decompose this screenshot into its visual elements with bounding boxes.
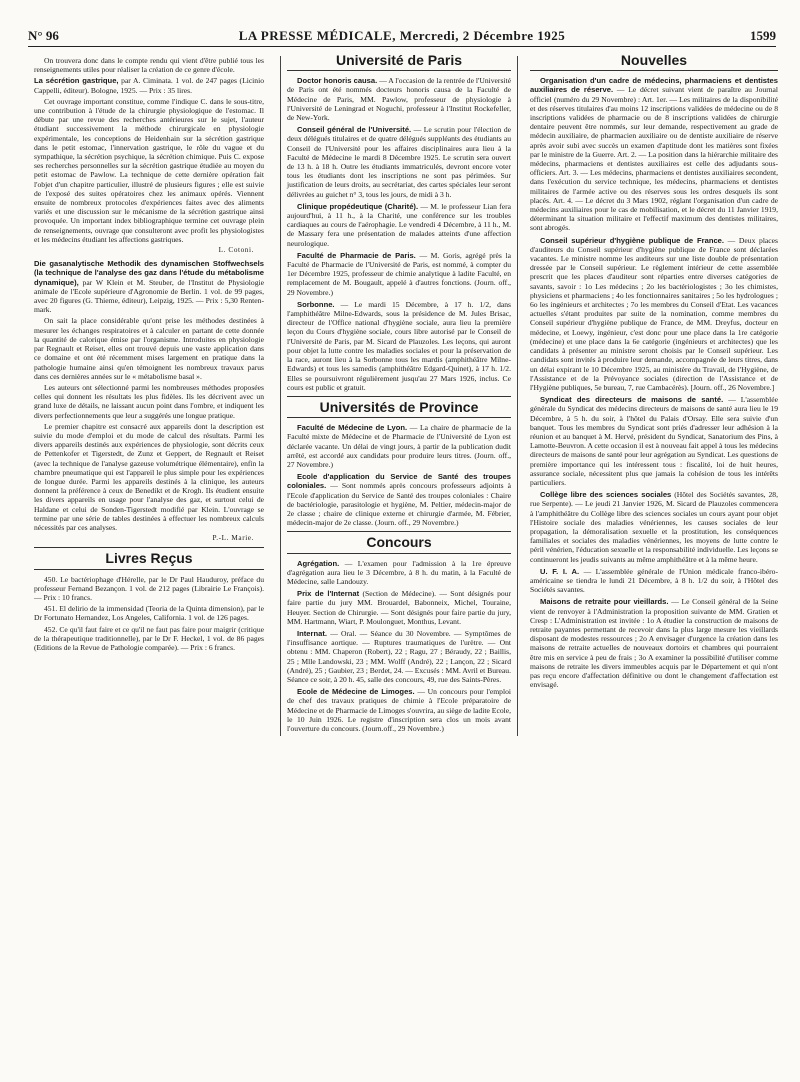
review-body: Les auteurs ont sélectionné parmi les nombreuses méthodes proposées celles qui donnent les résultats les plus fidèles. Ils les décrivent avec un grand luxe de détails, ne laissant aucun point dans l'ombre, et indiquent les divers perfectionnements que leur a suggérés une longue pratique.: [34, 382, 264, 420]
issue-number: N° 96: [28, 28, 59, 43]
news-item: Conseil supérieur d'hygiène publique de France. — Deux places d'auditeurs du Conseil supérieur d'hygiène publique de France sont déclarées vacantes. Le ministre nomme les auditeurs sur une liste double de présentation dressée par le Conseil supérieur. Le règlement intérieur de cette assemblée prescrit que les places d'auditeur sont réparties entre diverses catégories de savants, savoir : 1o Les médecins ; 2o les bactériologistes ; 3o les chimistes, physiciens et pharmaciens ; 4o les fonctionnaires sanitaires ; 5o les hydrologues ; 6o les ingénieurs et architectes ; 7o les membres du Conseil d'Etat. Les vacances actuelles s'étant produites par suite de la nomination, comme membres du Conseil supérieur d'hygiène publique de France, de MM. Dreyfus, docteur en médecine, et Loewy, ingénieur, c'est donc pour une place dans la 1re catégorie (médecine) et une place dans la 6e catégorie (ingénieurs et architectes) que les candidats à présenter au ministre seront choisis par le Conseil supérieur. Les candidats sont invités à produire leur demande, accompagnée de leurs titres, dans un délai expirant le 10 Décembre 1925, au ministère du Travail, de l'Hygiène, de l'Assistance et de la Prévoyance sociales (direction de l'Assistance et de l'Hygiène publiques, 5e bureau, 7, rue Cambacérès). [Journ. off., 26 Novembre.]: [530, 235, 778, 392]
column-left: [34, 56, 264, 654]
book-entry: 452. Ce qu'il faut faire et ce qu'il ne faut pas faire pour maigrir (critique de la thérapeutique traditionnelle), par le Dr F. Heckel, 1 vol. de 86 pages (Editions de la Revue de Pathologie comparée). — Prix : 6 francs.: [34, 624, 264, 652]
page-number: 1599: [750, 28, 776, 43]
page-header: [28, 26, 776, 47]
review-heading: Die gasanalytische Methodik des dynamischen Stoffwechsels (la technique de l'analyse des gaz dans l'étude du métabolisme dynamique), par W Klein et M. Steuber, de l'Institut de Physiologie animale de l'Ecole supérieure d'Agronomie de Berlin. 1 vol. de 99 pages, avec 20 figures (G. Thieme, éditeur), Leipzig, 1925. — Prix : 5,30 Renten-mark.: [34, 259, 264, 315]
intro-paragraph: On trouvera donc dans le compte rendu qui vient d'être publié tous les renseignements utiles pour réaliser la création de ce genre d'école.: [34, 56, 264, 75]
review-body: On sait la place considérable qu'ont prise les méthodes destinées à mesurer les échanges respiratoires et à calculer en partant de cette donnée la quantité de calorique émise par l'organisme. Introduites en physiologie par Regnault et Reiset, elles ont trouvé depuis une vaste application dans ce domaine et ont été récemment mises largement en pratique dans la pathologie humaine ainsi qu'en témoignent les nombreux travaux parus dans ces dernières années sur le « métabolisme basal ».: [34, 316, 264, 381]
news-item: Internat. — Oral. — Séance du 30 Novembre. — Symptômes de l'insuffisance aortique. — Ruptures traumatiques de l'urètre. — Ont obtenu : MM. Chaperon (Robert), 22 ; Ragu, 27 ; Béraudy, 22 ; Baillis, 25 ; Mlle Landowski, 23 ; MM. Wolff (André), 22 ; Lançon, 22 ; Sicard (André), 25 ; Gaubier, 23 ; Berdet, 24. — Excusés : MM. Avril et Bureau. Séance ce soir, à 20 h. 45, salle des concours, 49, rue des Saints-Pères.: [287, 628, 511, 684]
review-body: Cet ouvrage important constitue, comme l'indique C. dans le sous-titre, une contribution à l'étude de la chirurgie physiologique de l'estomac. Il débute par une revue des recherches antérieures sur le sujet, l'auteur étudiant successivement la méthode chirurgicale en physiologie expérimentale, les conceptions de Heidenhain sur la sécrétion gastrique dans le petit estomac, l'innervation gastrique, le rôle du vague et du sympathique, la sécrétion psychique, la sécrétion chimique. Puis C. expose ses recherches personnelles sur la sécrétion gastrique étudiée au moyen du petit estomac de Pawlow. La technique de cette dernière opération fait l'objet d'un chapitre particulier, illustré de plusieurs figures ; elle est suivie de l'exposé des suites opératoires chez les animaux opérés. Viennent ensuite de nombreux protocoles d'expériences faites avec des aliments variés et une discussion sur le mécanisme de la sécrétion gastrique ainsi provoquée. Un important index bibliographique termine cet ouvrage plein de renseignements, ouvrage que consulteront avec profit les physiologistes et les médecins étudiant les affections gastriques.: [34, 96, 264, 244]
news-item: Clinique propédeutique (Charité). — M. le professeur Lian fera aujourd'hui, à 11 h., à la Charité, une conférence sur les troubles cardiaques au cours de l'aérophagie. Le vendredi 4 Décembre, à 11 h., M. de Massary fera une présentation de malades atteints d'une affection neurologique.: [287, 201, 511, 248]
column-right: [530, 52, 779, 692]
book-entry: 451. El delirio de la immensidad (Teoria de la Quinta dimension), par le Dr Fortunato Hernandez, Los Angeles, California. 1 vol. de 126 pages.: [34, 604, 264, 623]
news-item: Maisons de retraite pour vieillards. — Le Conseil général de la Seine vient de renvoyer à l'Administration la proposition suivante de MM. Gratien et Cresp : L'Administration est invitée : 1o A étudier la construction de maisons de retraite payantes permettant de recevoir dans la plus large mesure les vieillards disposant de modestes ressources ; 2o A envisager d'urgence la création dans les maisons de retraite actuelles de nouveaux dortoirs et chambres qui pourraient être mis en service à peu de frais ; 3o A examiner la possibilité d'utiliser comme maisons de retraite les divers immeubles acquis par le Département et qui n'ont pas reçu encore d'affectation définitive ou dont le changement d'affectation est envisagé.: [530, 597, 779, 690]
section-heading-nouvelles: Nouvelles: [530, 56, 778, 71]
news-item: Doctor honoris causa. — A l'occasion de la rentrée de l'Université de Paris ont été nommés docteurs honoris causa de la Faculté de Médecine de Paris, MM. Pawlow, professeur de physiologie à l'Université de Leningrad et Noguchi, professeur à l'Institut Rockefeller, de New-York.: [287, 76, 511, 123]
review-signature: L. Cotoni.: [218, 246, 254, 255]
journal-title: LA PRESSE MÉDICALE, Mercredi, 2 Décembre 1925: [238, 28, 566, 43]
news-item: Conseil général de l'Université. — Le scrutin pour l'élection de deux délégués titulaires et de quatre délégués suppléants des étudiants au Conseil de l'Université pour les affaires disciplinaires aura lieu à la Faculté de Médecine le mardi 8 Décembre 1925. Le scrutin sera ouvert de 13 h. à 18 h. Outre les étudiants immatriculés, devront encore voter tous les étudiants dont les inscriptions ne sont pas périmées. Sur justification de leurs droits, au secrétariat, des cartes spéciales leur seront délivrées au guichet n° 3, tous les jours, de midi à 3 h.: [287, 125, 511, 199]
news-item: Faculté de Médecine de Lyon. — La chaire de pharmacie de la Faculté mixte de Médecine et de Pharmacie de l'Université de Lyon est déclarée vacante. Un délai de vingt jours, à partir de la publication dudit arrêté, est accordé aux candidats pour produire leurs titres. (Journ. off., 27 Novembre.): [287, 423, 511, 469]
news-item: U. F. I. A. — L'assemblée générale de l'Union médicale franco-ibéro-américaine se tiendra le lundi 21 Décembre, à 8 h. 1/2 du soir, à l'Hôtel des Sociétés savantes.: [530, 566, 778, 595]
news-item: Agrégation. — L'examen pour l'admission à la 1re épreuve d'agrégation aura lieu le 3 Décembre, à 8 h. du matin, à la Faculté de Médecine, salle Landouzy.: [287, 558, 511, 586]
news-item: Organisation d'un cadre de médecins, pharmaciens et dentistes auxiliaires de réserve. — Le décret suivant vient de paraître au Journal officiel (numéro du 29 Novembre) : Art. 1er. — Les militaires de la disponibilité et des réserves titulaires d'au moins 12 inscriptions validées de médecine ou de 8 inscriptions validées de pharmacie ou de 8 inscriptions validées de chirurgie dentaire peuvent être nommés, sur leur demande, respectivement au grade de médecin auxiliaire, de pharmacien auxiliaire ou de dentiste auxiliaire de réserve après avoir subi avec succès un examen d'aptitude dont les matières sont fixées par le ministre de la Guerre. Art. 2. — La position dans la hiérarchie militaire des médecins, pharmaciens et dentistes auxiliaires est celle des adjudants sous-officiers. Art. 3. — Les médecins, pharmaciens et dentistes auxiliaires secondent, dans l'exécution du service technique, les médecins, pharmaciens et dentistes militaires de l'armée active ou des réserves sous les ordres desquels ils sont placés. Art. 4. — Le décret du 3 Mars 1902, réglant l'organisation d'un cadre de médecins auxiliaires pour le cas de mobilisation, et le décret du 11 Janvier 1919, déterminant la situation militaire et l'effectif maximum des dentistes militaires, sont abrogés.: [530, 76, 778, 233]
column-middle: [280, 52, 518, 736]
news-item: Sorbonne. — Le mardi 15 Décembre, à 17 h. 1/2, dans l'amphithéâtre Milne-Edwards, sous la présidence de M. Jules Brisac, directeur de l'Office national d'hygiène sociale, aura lieu la première leçon du Cours d'hygiène sociale, cours libre autorisé par le Conseil de l'Université de Paris, par M. Sicard de Plauzoles. Les leçons, qui auront pour objet la lutte contre les maladies sociales et pour la préservation de la race, auront lieu à la Sorbonne tous les mardis (amphithéâtre Milne-Edwards) et tous les samedis (amphithéâtre Edgard-Quinet), à 17 h. 1/2. Elles se poursuivront régulièrement jusqu'au 27 Mars 1926, inclus. Ce cours est public et gratuit.: [287, 299, 511, 392]
book-entry: 450. Le bactériophage d'Hérelle, par le Dr Paul Hauduroy, préface du professeur Fernand Bezançon. 1 vol. de 212 pages (Librairie Le François). — Prix : 10 francs.: [34, 574, 264, 602]
section-heading-concours: Concours: [287, 531, 511, 553]
section-heading-province: Universités de Province: [287, 396, 511, 418]
news-item: Faculté de Pharmacie de Paris. — M. Goris, agrégé près la Faculté de Pharmacie de l'Université de Paris, est nommé, à compter du 1er Décembre 1925, professeur de chimie analytique à ladite Faculté, en remplacement de M. Bougault, appelé à d'autres fonctions. (Journ. off., 29 Novembre.): [287, 250, 511, 297]
news-item: Collège libre des sciences sociales (Hôtel des Sociétés savantes, 28, rue Serpente). — Le jeudi 21 Janvier 1926, M. Sicard de Plauzoles commencera à l'amphithéâtre du Collège libre des sciences sociales un cours ayant pour objet l'Histoire sociale des maladies vénériennes, les causes sociales de leur propagation, la démoralisation sexuelle et la prostitution, les conséquences familiales et sociales des maladies vénériennes, les moyens de lutte contre le péril vénérien, l'éducation sexuelle et la responsabilité individuelle. Les leçons se continueront les jeudis suivants au même amphithéâtre et à la même heure.: [530, 490, 778, 564]
section-heading-livres: Livres Reçus: [34, 547, 264, 569]
news-item: Prix de l'Internat (Section de Médecine). — Sont désignés pour faire partie du jury MM. Brouardel, Babonneix, Michel, Touraine, Heuyer. Section de Chirurgie. — Sont désignés pour faire partie du jury, MM. Hartmann, Wiart, P. Moulonguet, Monthus, Levant.: [287, 589, 511, 626]
section-heading-paris: Université de Paris: [287, 56, 511, 71]
review-body: Le premier chapitre est consacré aux appareils dont la description est suivie du mode d'emploi et du mode de calcul des résultats. Parmi les divers appareils destinés aux expériences de physiologie, sont décrits ceux de Pettenkofer et Tigerstedt, de Zunz et Geppert, de Regnault et Reiset (avec la technique de l'analyse gazeuse volumétrique élémentaire), enfin la chambre pneumatique qui est l'appareil le plus simple pour les expériences de longue durée. Parmi les appareils destinés à la clinique, les auteurs donnent la préférence à ceux de Benedikt et de Krogh. Ils étudient ensuite les divers appareils en usage pour l'analyse des gaz, et surtout celui de Haldane et celui de Sonden-Tigerstedt modifié par Klein. L'ouvrage se termine par une série de tables destinées à effectuer les nombreux calculs nécessités par ces analyses.: [34, 421, 264, 532]
news-item: Syndicat des directeurs de maisons de santé. — L'assemblée générale du Syndicat des médecins directeurs de maisons de santé aura lieu le 19 Décembre, à 5 h. du soir, à l'hôtel du Palais d'Orsay. Elle sera suivie d'un banquet. Tous les membres du Syndicat sont priés d'adresser leur adhésion à la réunion et au banquet à M. Hervé, président du Syndicat, Sanatorium des Pins, à Lamotte-Beuvron. A cette occasion il est à nouveau fait appel à tous les médecins directeurs de maisons de santé pour leur agrégation au Syndicat. Les questions de première importance qui les intéressent tous : fiscalité, loi de huit heures, assurance sociale, nécessitent plus que jamais la cohésion de tous les intérêts particuliers.: [530, 395, 778, 487]
news-item: Ecole d'application du Service de Santé des troupes coloniales. — Sont nommés après concours professeurs adjoints à l'Ecole d'application du Service de Santé des troupes coloniales : Chaire de bactériologie, parasitologie et hygiène, M. Peltier, médecin-major de 2e classe ; chaire de clinique externe et chirurgie d'armée, M. Fébrier, médecin-major de 2e classe. (Journ. off., 29 Novembre.): [287, 472, 511, 528]
review-signature: P.-L. Marie.: [212, 534, 254, 543]
news-item: Ecole de Médecine de Limoges. — Un concours pour l'emploi de chef des travaux pratiques de chimie à l'Ecole préparatoire de Médecine et de Pharmacie de Limoges s'ouvrira, au siège de ladite Ecole, le 10 Juin 1926. Le registre d'inscription sera clos un mois avant l'ouverture du concours. (Journ.off., 29 Novembre.): [287, 687, 511, 733]
review-heading: La sécrétion gastrique, par A. Ciminata. 1 vol. de 247 pages (Licinio Cappelli, éditeur). Bologne, 1925. — Prix : 35 lires.: [34, 76, 265, 95]
